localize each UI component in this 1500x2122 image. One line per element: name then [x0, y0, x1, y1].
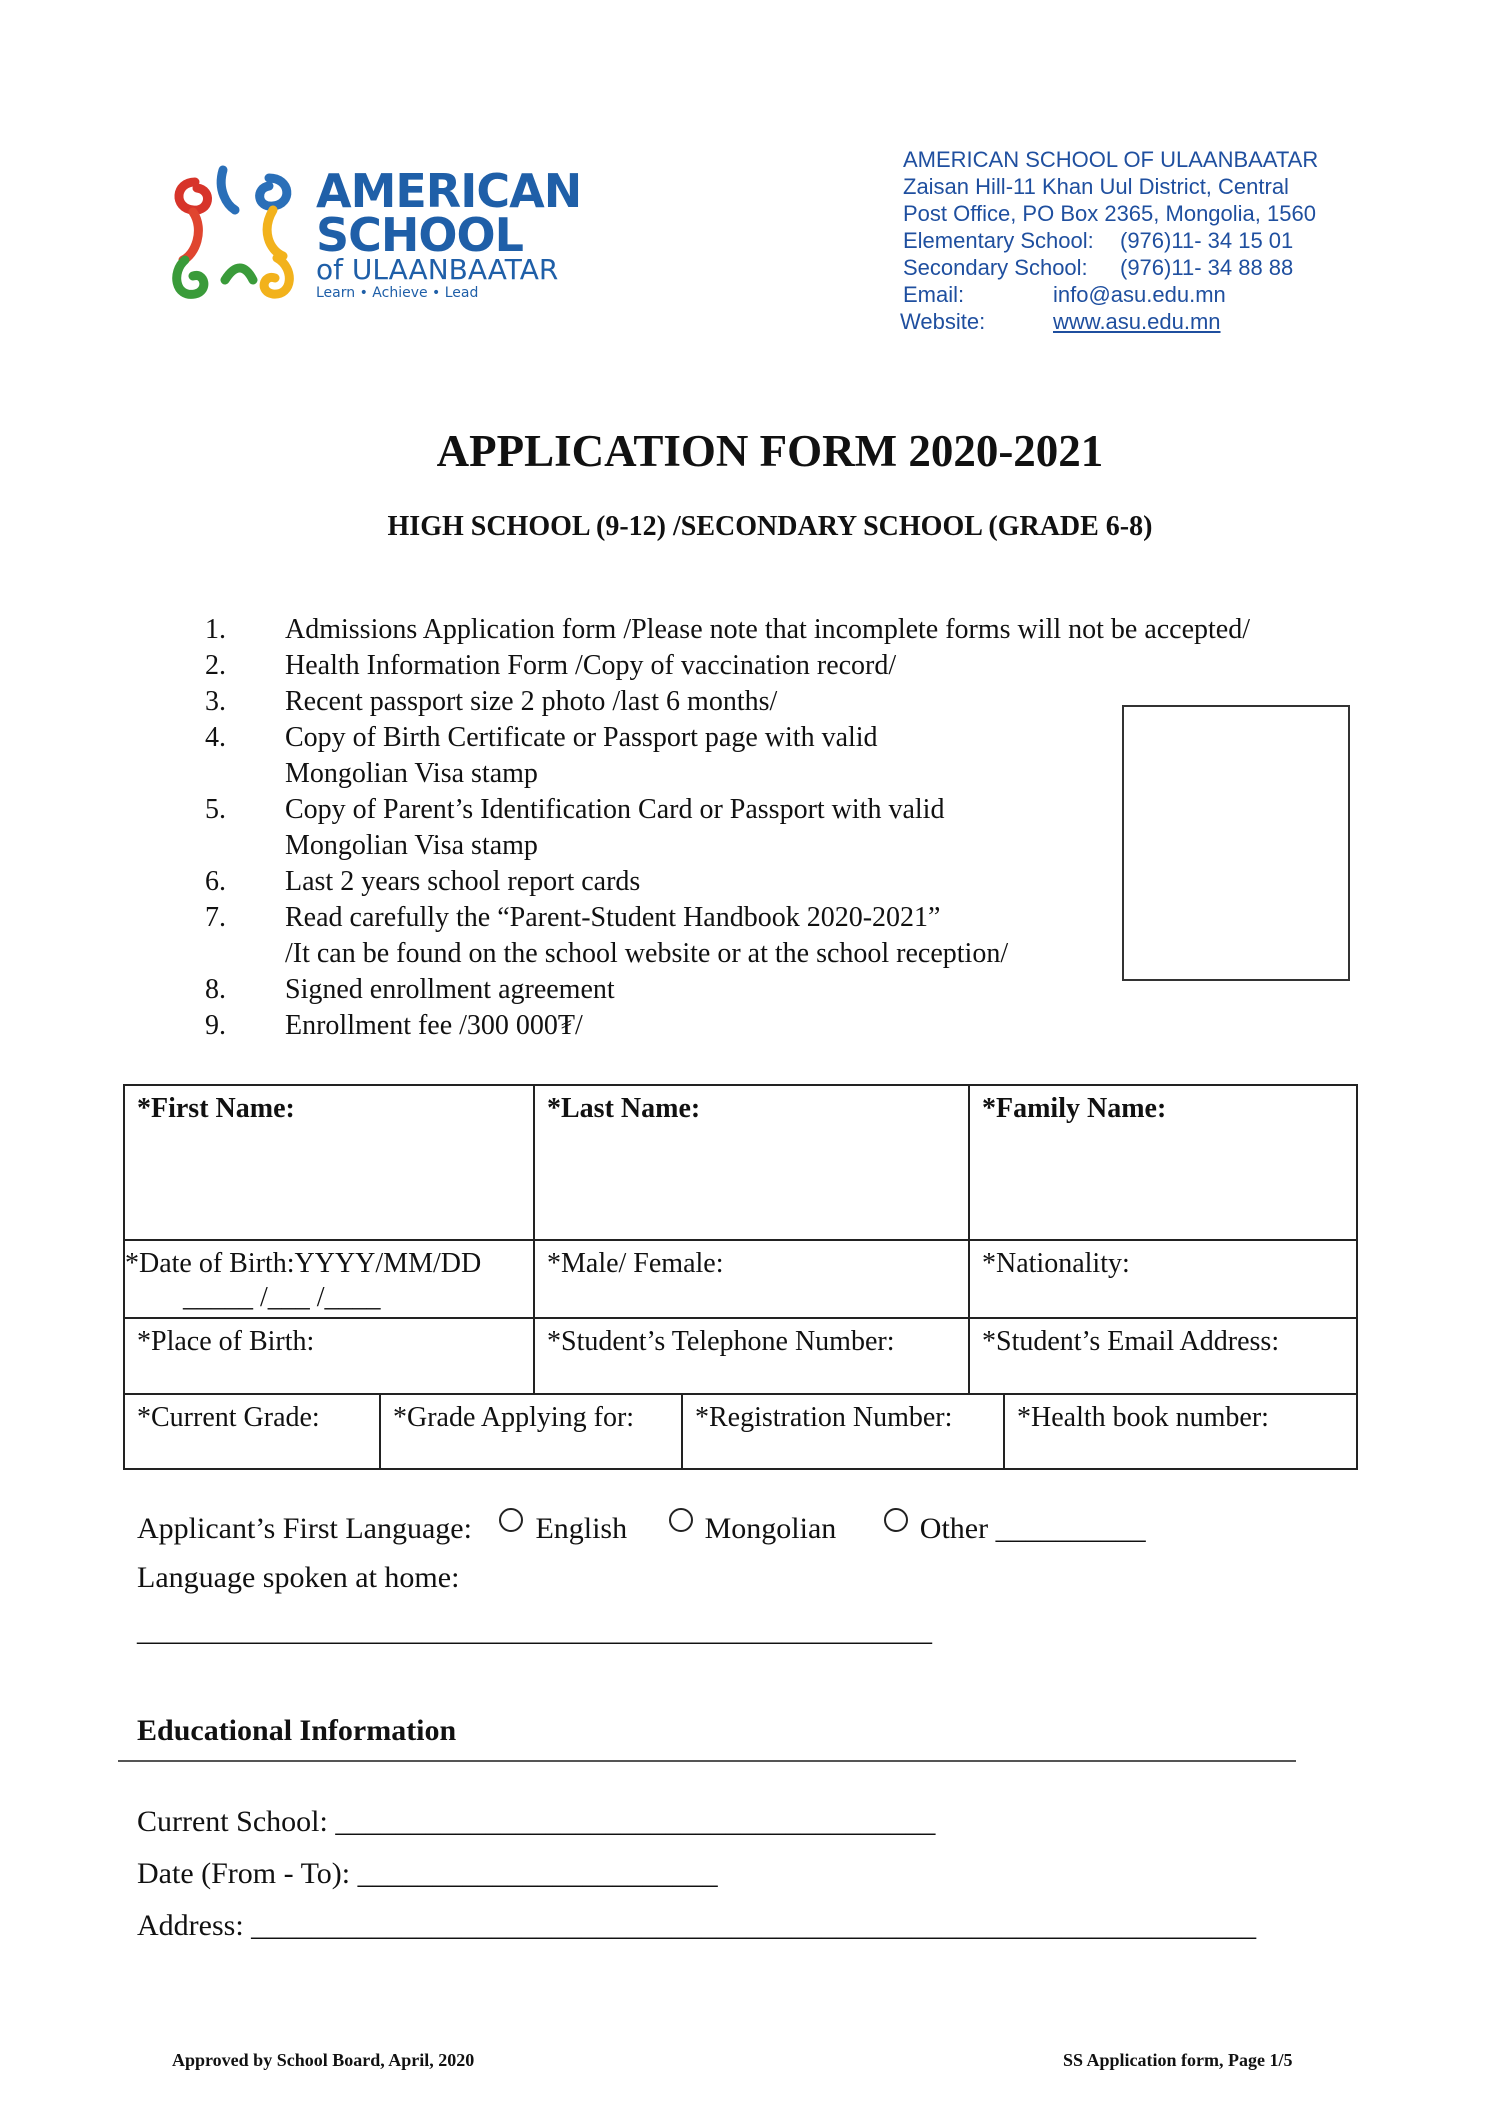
family-name-field[interactable]: *Family Name:	[970, 1086, 1356, 1241]
elementary-phone-row	[903, 227, 1318, 254]
address-label: Address:	[137, 1909, 244, 1942]
item-text: Mongolian Visa stamp	[285, 758, 538, 789]
logo-text-ulaanbaatar: of ULAANBAATAR	[316, 253, 559, 286]
website-label: Website:	[900, 309, 986, 334]
school-name: AMERICAN SCHOOL OF ULAANBAATAR	[903, 147, 1319, 172]
address-line-1: Zaisan Hill-11 Khan Uul District, Central	[903, 174, 1289, 199]
date-range-label: Date (From - To):	[137, 1857, 351, 1890]
grade-applying-field[interactable]: *Grade Applying for:	[381, 1395, 683, 1468]
mongolian-radio[interactable]	[669, 1508, 693, 1532]
item-text: Last 2 years school report cards	[285, 866, 641, 897]
current-grade-field[interactable]: *Current Grade:	[125, 1395, 381, 1468]
item-text: Health Information Form /Copy of vaccination record/	[285, 650, 897, 681]
other-language-blank[interactable]: __________	[995, 1512, 1146, 1545]
elementary-phone: (976)11- 34 15 01	[1120, 228, 1294, 253]
english-option[interactable]: English	[535, 1512, 628, 1545]
footer-approval: Approved by School Board, April, 2020	[172, 2050, 475, 2070]
address-line-2: Post Office, PO Box 2365, Mongolia, 1560	[903, 201, 1316, 226]
gender-field[interactable]: *Male/ Female:	[535, 1241, 970, 1319]
address-blank[interactable]: ___________________________________________________________________	[251, 1909, 1257, 1942]
section-divider	[118, 1760, 1296, 1762]
elementary-label: Elementary School:	[903, 228, 1094, 253]
item-text: Enrollment fee /300 000₮/	[285, 1010, 583, 1041]
mongolian-option[interactable]: Mongolian	[704, 1512, 837, 1545]
secondary-phone-row	[903, 254, 1318, 281]
item-number: 2.	[205, 650, 226, 681]
dob-blank: _____ /___ /____	[183, 1282, 381, 1313]
first-language-label: Applicant’s First Language:	[137, 1512, 472, 1545]
date-of-birth-field[interactable]	[125, 1241, 535, 1319]
first-language-row	[137, 1508, 1146, 1547]
item-number: 5.	[205, 794, 226, 825]
registration-number-field[interactable]: *Registration Number:	[683, 1395, 1005, 1468]
item-text: /It can be found on the school website or at the school reception/	[285, 938, 1009, 969]
item-text: Signed enrollment agreement	[285, 974, 615, 1005]
address-row	[137, 1908, 1256, 1944]
item-text: Read carefully the “Parent-Student Handbook 2020-2021”	[285, 902, 941, 933]
item-text: Recent passport size 2 photo /last 6 months/	[285, 686, 778, 717]
health-book-field[interactable]: *Health book number:	[1017, 1402, 1269, 1433]
last-name-field[interactable]: *Last Name:	[535, 1086, 970, 1241]
other-option[interactable]: Other	[919, 1512, 989, 1545]
home-language-blank[interactable]: _____________________________________________________	[137, 1614, 932, 1647]
student-info-table	[123, 1084, 1358, 1470]
item-number: 7.	[205, 902, 226, 933]
item-text: Mongolian Visa stamp	[285, 830, 538, 861]
home-language-label: Language spoken at home:	[137, 1561, 460, 1594]
email-row	[903, 281, 1318, 308]
english-radio[interactable]	[499, 1508, 523, 1532]
first-name-field[interactable]: *First Name:	[125, 1086, 535, 1241]
telephone-field[interactable]: *Student’s Telephone Number:	[535, 1319, 970, 1395]
current-school-blank[interactable]: ________________________________________	[335, 1805, 936, 1838]
item-text: Copy of Birth Certificate or Passport page with valid	[285, 722, 878, 753]
footer-page-number: SS Application form, Page 1/5	[1063, 2050, 1293, 2070]
item-number: 8.	[205, 974, 226, 1005]
education-heading: Educational Information	[137, 1714, 457, 1747]
item-number: 6.	[205, 866, 226, 897]
contact-block	[900, 146, 1319, 335]
place-of-birth-field[interactable]: *Place of Birth:	[125, 1319, 535, 1395]
item-number: 9.	[205, 1010, 226, 1041]
date-range-row	[137, 1856, 718, 1892]
dob-label: *Date of Birth:YYYY/MM/DD	[125, 1248, 482, 1279]
other-radio[interactable]	[884, 1508, 908, 1532]
email-field[interactable]: *Student’s Email Address:	[970, 1319, 1356, 1395]
email-value: info@asu.edu.mn	[1053, 282, 1226, 307]
current-school-row	[137, 1804, 935, 1840]
school-logo-icon	[165, 160, 300, 308]
logo-tagline: Learn • Achieve • Lead	[316, 285, 479, 301]
page-title: APPLICATION FORM 2020-2021	[436, 426, 1104, 476]
nationality-field[interactable]: *Nationality:	[970, 1241, 1356, 1319]
item-number: 4.	[205, 722, 226, 753]
secondary-phone: (976)11- 34 88 88	[1120, 255, 1294, 280]
date-range-blank[interactable]: ________________________	[357, 1857, 718, 1890]
website-row	[900, 308, 1315, 335]
secondary-label: Secondary School:	[903, 255, 1088, 280]
logo-text-american: AMERICAN	[316, 164, 582, 218]
item-text: Copy of Parent’s Identification Card or Passport with valid	[285, 794, 945, 825]
email-label: Email:	[903, 282, 965, 307]
current-school-label: Current School:	[137, 1805, 328, 1838]
logo-text-school: SCHOOL	[316, 208, 523, 262]
website-link[interactable]: www.asu.edu.mn	[1053, 309, 1221, 334]
item-number: 3.	[205, 686, 226, 717]
item-text: Admissions Application form /Please note that incomplete forms will not be accepted/	[285, 614, 1251, 645]
item-number: 1.	[205, 614, 226, 645]
photo-placeholder[interactable]	[1122, 705, 1350, 981]
page-subtitle: HIGH SCHOOL (9-12) /SECONDARY SCHOOL (GRADE 6-8)	[387, 511, 1153, 542]
